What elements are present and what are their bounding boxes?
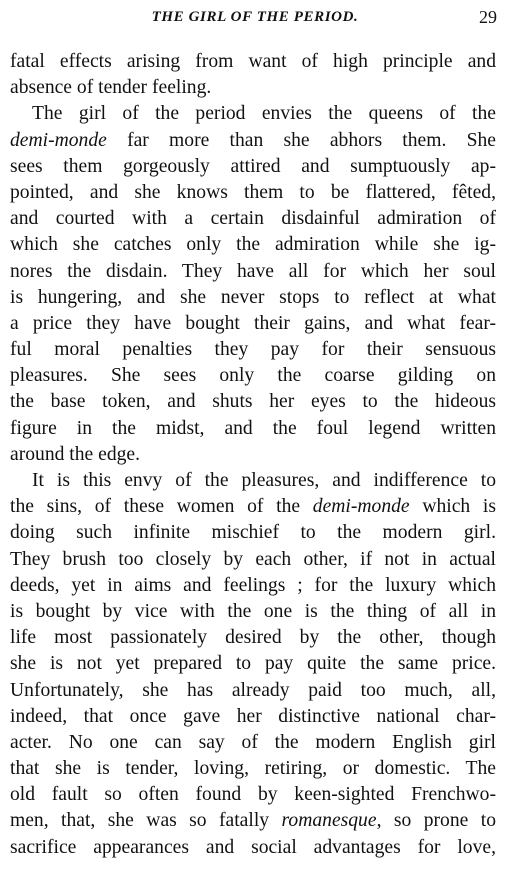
text-line — [10, 232, 496, 258]
text-line — [10, 75, 496, 101]
text-line — [10, 651, 496, 677]
text-line — [10, 494, 496, 520]
text-line — [10, 49, 496, 75]
body-text — [10, 49, 496, 861]
text-segment: nores the disdain. They have all for which her soul — [10, 260, 496, 282]
text-segment: the base token, and shuts her eyes to the hideous — [10, 391, 496, 413]
text-segment: , so prone to — [376, 810, 496, 832]
text-line — [10, 835, 496, 861]
text-line — [10, 154, 496, 180]
text-segment: around the edge. — [10, 443, 141, 465]
text-segment: The girl of the period envies the queens of the — [32, 103, 496, 125]
running-title: THE GIRL OF THE PERIOD. — [151, 9, 359, 25]
text-segment: she is not yet prepared to pay quite the same price. — [10, 653, 496, 675]
text-line — [10, 625, 496, 651]
text-segment: and courted with a certain disdainful admiration of — [10, 208, 496, 230]
text-line — [10, 128, 496, 154]
text-line — [10, 808, 496, 834]
text-line — [10, 730, 496, 756]
text-segment: men, that, she was so fatally — [10, 810, 282, 832]
text-segment: absence of tender feeling. — [10, 77, 212, 99]
text-line — [10, 337, 496, 363]
text-line — [10, 756, 496, 782]
text-line — [10, 678, 496, 704]
text-segment: ful moral penalties they pay for their sensuous — [10, 339, 496, 361]
text-segment: sacrifice appearances and social advantages for love, — [10, 836, 496, 858]
text-segment: fatal effects arising from want of high principle and — [10, 51, 496, 72]
text-line — [10, 285, 496, 311]
text-line — [10, 704, 496, 730]
text-line — [10, 782, 496, 808]
text-line — [10, 180, 496, 206]
text-segment: It is this envy of the pleasures, and indifference to — [32, 470, 496, 491]
text-segment: figure in the midst, and the foul legend written — [10, 417, 496, 439]
running-header — [0, 6, 511, 30]
text-segment: doing such infinite mischief to the modern girl. — [10, 522, 496, 544]
text-line — [10, 206, 496, 232]
text-segment: acter. No one can say of the modern English girl — [10, 731, 496, 753]
text-segment: which is — [409, 496, 497, 518]
italic-phrase: demi-monde — [10, 129, 107, 151]
text-segment: pointed, and she knows them to be flattered, fêted, — [10, 181, 496, 203]
text-line — [10, 101, 496, 127]
text-line — [10, 363, 496, 389]
text-segment: a price they have bought their gains, and what fear- — [10, 312, 496, 334]
text-line — [10, 573, 496, 599]
text-line — [10, 468, 496, 494]
text-segment: life most passionately desired by the other, though — [10, 627, 496, 649]
text-segment: pleasures. She sees only the coarse gilding on — [10, 365, 496, 387]
page-number: 29 — [479, 7, 497, 27]
text-segment: old fault so often found by keen-sighted Frenchwo- — [10, 784, 496, 806]
text-segment: indeed, that once gave her distinctive national char- — [10, 705, 496, 727]
text-segment: is bought by vice with the one is the thing of all in — [10, 600, 496, 622]
text-line — [10, 259, 496, 285]
text-line — [10, 442, 496, 468]
text-line — [10, 547, 496, 573]
text-segment: sees them gorgeously attired and sumptuously ap- — [10, 155, 496, 177]
text-segment: They brush too closely by each other, if not in actual — [10, 548, 496, 570]
text-line — [10, 416, 496, 442]
text-segment: is hungering, and she never stops to reflect at what — [10, 286, 496, 308]
text-line — [10, 389, 496, 415]
text-segment: that she is tender, loving, retiring, or domestic. The — [10, 758, 496, 780]
text-line — [10, 520, 496, 546]
italic-phrase: demi-monde — [312, 496, 410, 518]
text-segment: which she catches only the admiration while she ig- — [10, 234, 496, 256]
text-segment: deeds, yet in aims and feelings ; for the luxury which — [10, 574, 496, 596]
text-segment: far more than she abhors them. She — [106, 129, 496, 151]
text-segment: Unfortunately, she has already paid too much, all, — [10, 679, 496, 701]
text-line — [10, 599, 496, 625]
text-line — [10, 311, 496, 337]
text-segment: the sins, of these women of the — [10, 496, 313, 518]
italic-phrase: romanesque — [281, 810, 377, 832]
